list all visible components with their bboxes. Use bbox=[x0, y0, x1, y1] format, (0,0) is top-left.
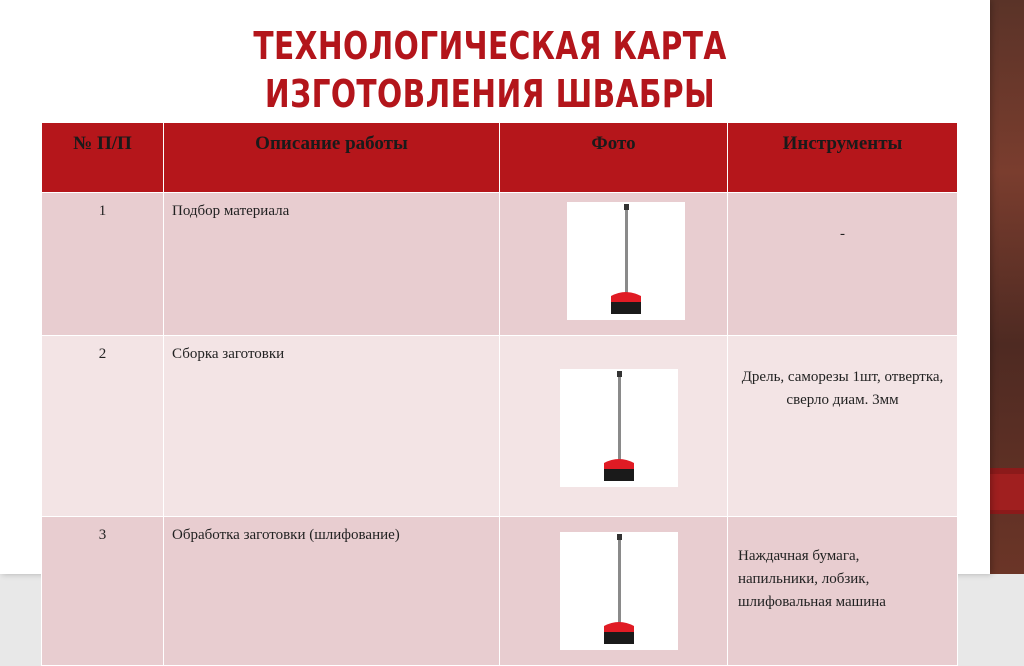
row-tools: Наждачная бумага, напильники, лобзик, шлифовальная машина bbox=[728, 517, 958, 666]
title-line-2: ИЗГОТОВЛЕНИЯ ШВАБРЫ bbox=[264, 72, 716, 116]
row-photo-cell bbox=[500, 336, 728, 517]
header-num: № П/П bbox=[42, 123, 164, 193]
title-line-1: ТЕХНОЛОГИЧЕСКАЯ КАРТА bbox=[253, 24, 727, 68]
tech-map-table bbox=[41, 122, 958, 666]
row-photo-cell bbox=[500, 517, 728, 666]
row-desc: Сборка заготовки bbox=[164, 336, 500, 517]
broom-photo bbox=[567, 202, 685, 320]
broom-icon bbox=[560, 532, 678, 650]
table-row bbox=[42, 336, 958, 517]
row-tools: Дрель, саморезы 1шт, отвертка, сверло диам. 3мм bbox=[728, 336, 958, 517]
page-title bbox=[139, 22, 841, 118]
row-num: 3 bbox=[42, 517, 164, 666]
table-row bbox=[42, 193, 958, 336]
broom-photo bbox=[560, 369, 678, 487]
row-photo-cell bbox=[500, 193, 728, 336]
header-desc: Описание работы bbox=[164, 123, 500, 193]
row-tools: - bbox=[728, 193, 958, 336]
row-desc: Подбор материала bbox=[164, 193, 500, 336]
broom-icon bbox=[567, 202, 685, 320]
row-desc: Обработка заготовки (шлифование) bbox=[164, 517, 500, 666]
table-row bbox=[42, 517, 958, 666]
row-num: 1 bbox=[42, 193, 164, 336]
header-tools: Инструменты bbox=[728, 123, 958, 193]
table-header-row bbox=[42, 123, 958, 193]
broom-icon bbox=[560, 369, 678, 487]
broom-photo bbox=[560, 532, 678, 650]
row-num: 2 bbox=[42, 336, 164, 517]
header-photo: Фото bbox=[500, 123, 728, 193]
